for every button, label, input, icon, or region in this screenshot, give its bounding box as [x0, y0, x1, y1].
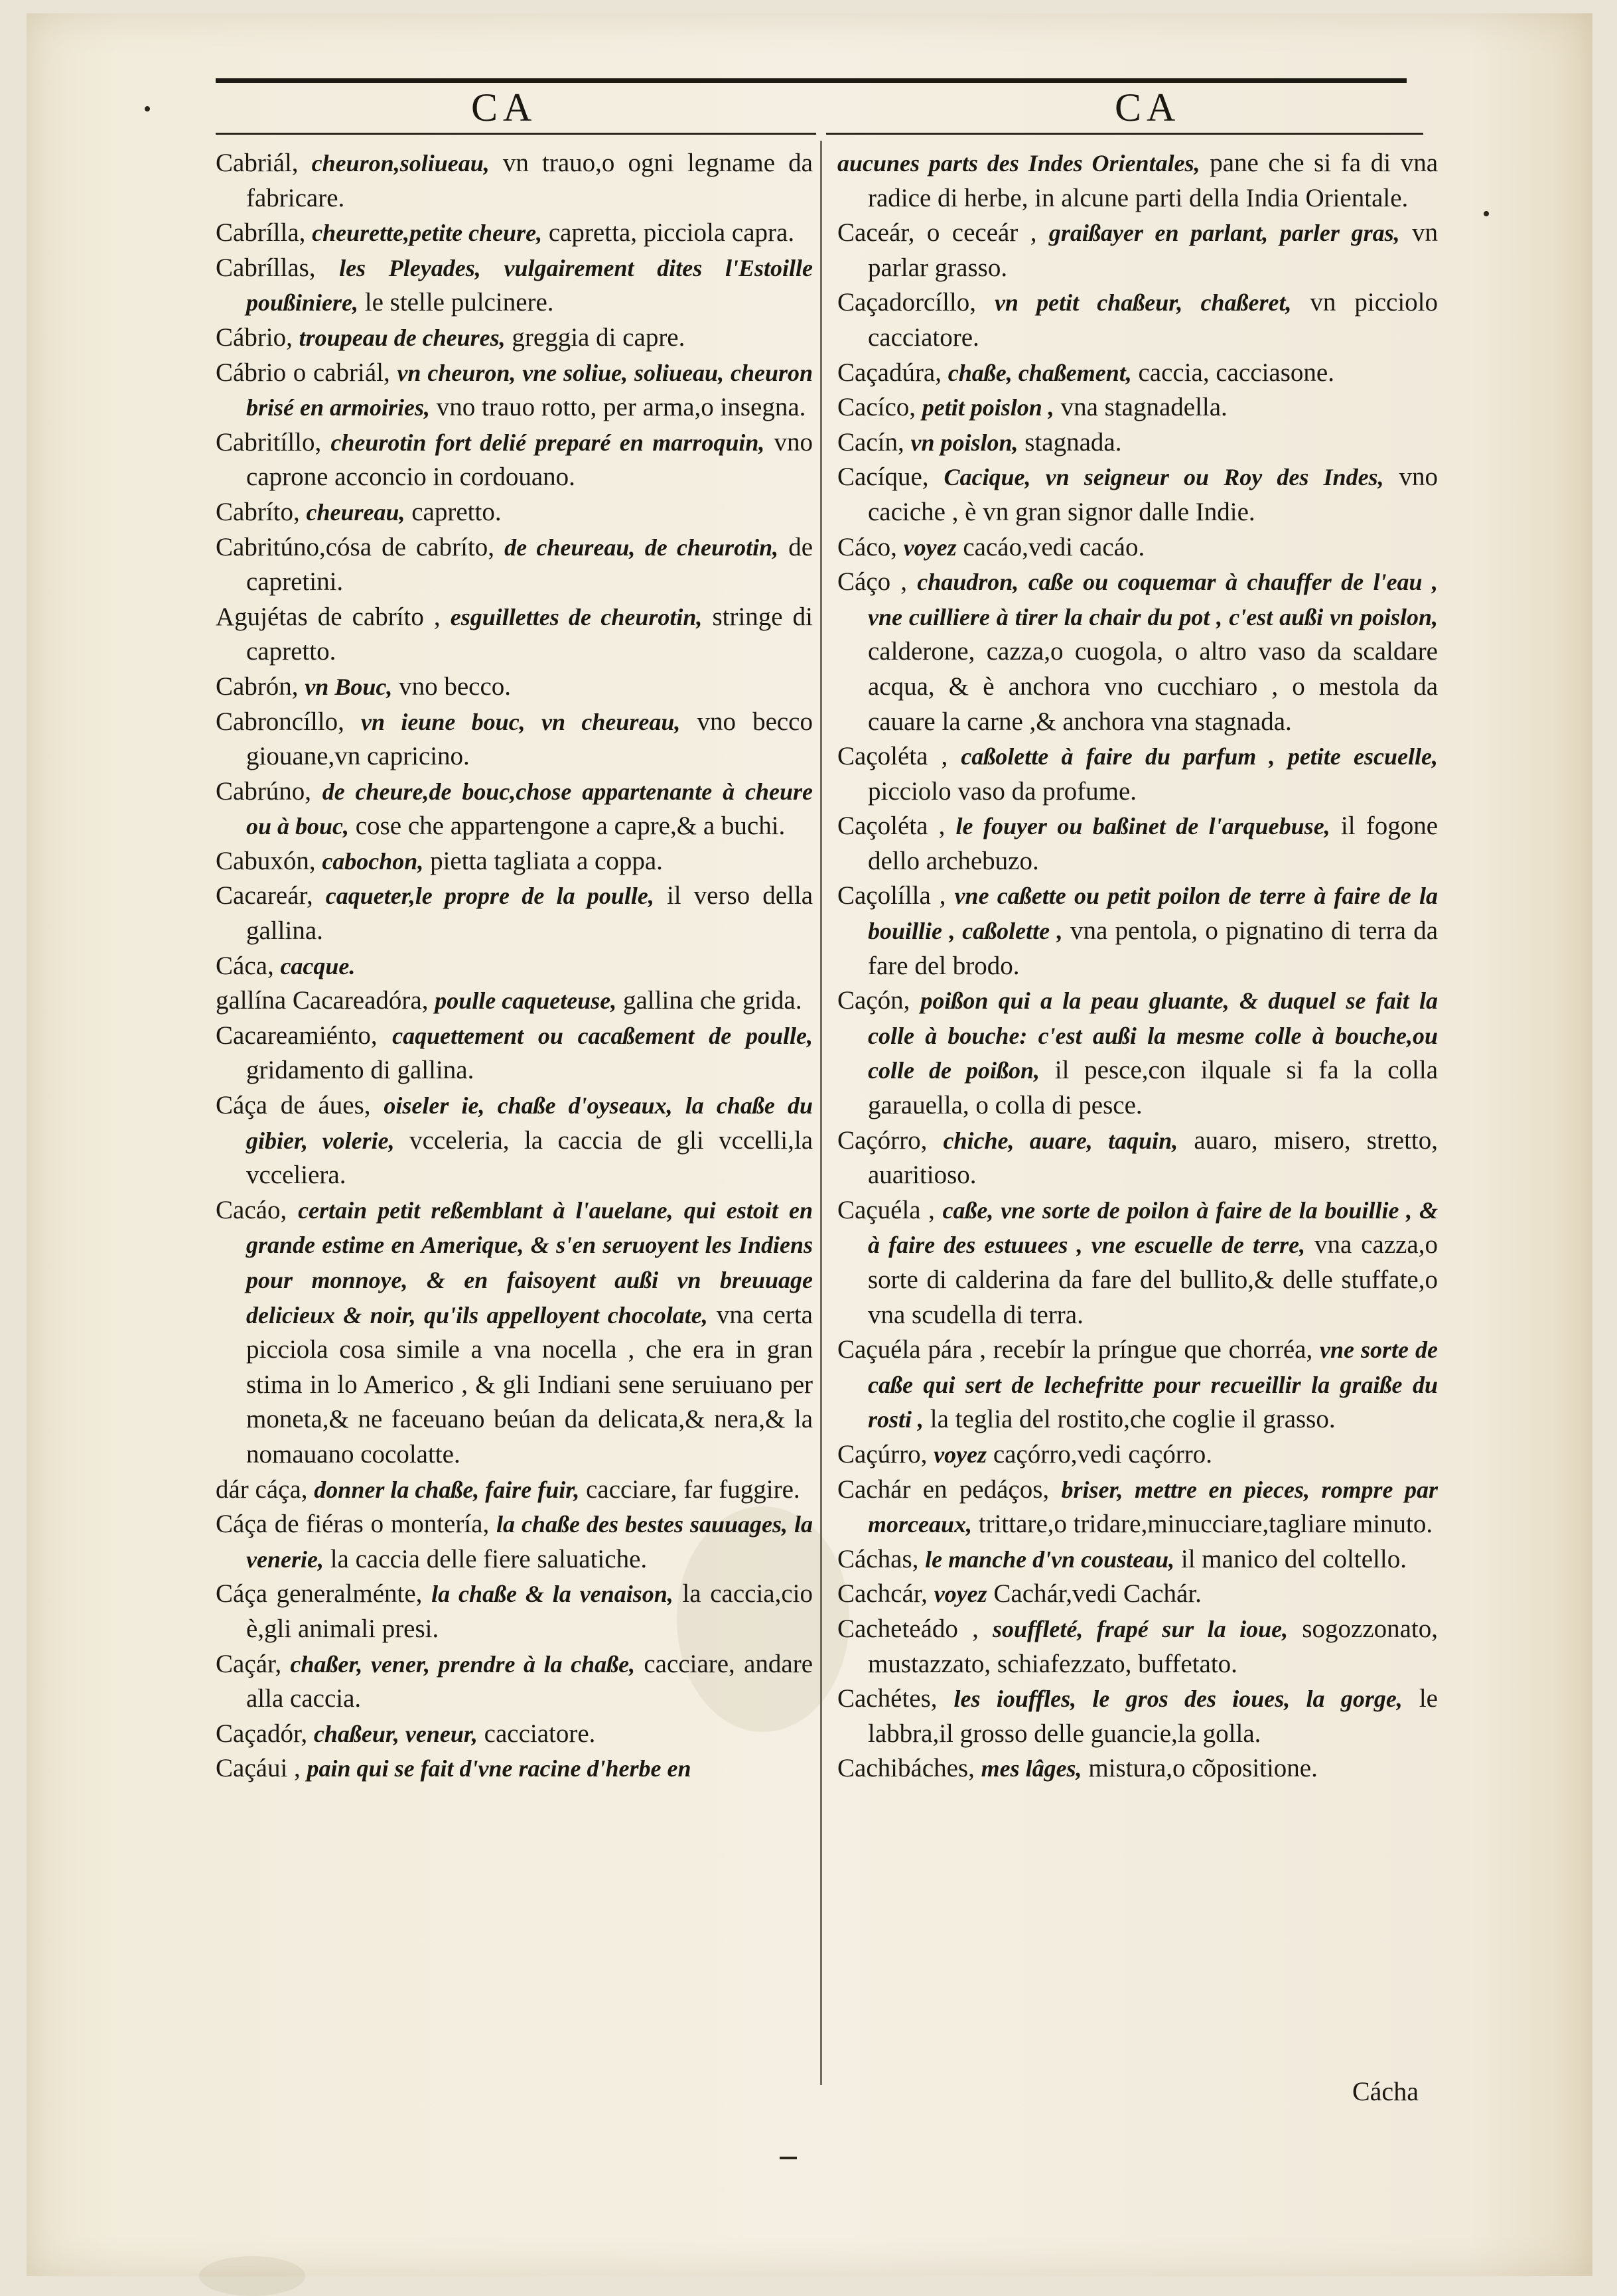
headword: Caçár,: [216, 1649, 282, 1678]
dictionary-entry: [837, 216, 1438, 285]
headword: Cabrílla,: [216, 218, 306, 248]
french-gloss: chaße, chaßement,: [948, 359, 1132, 386]
italian-gloss: de capretini.: [246, 532, 813, 597]
dictionary-entry: [837, 983, 1438, 1123]
page-mark: [780, 2157, 797, 2159]
dictionary-entry: [837, 739, 1438, 809]
headword: Cachár en pedáços,: [837, 1474, 1050, 1504]
headword: Cáço ,: [837, 567, 908, 597]
italian-gloss: cacciare, far fuggire.: [586, 1474, 800, 1504]
italian-gloss: sogozzonato, mustazzato, schiafezzato, buffetato.: [868, 1614, 1439, 1678]
dictionary-entry: [216, 216, 813, 251]
margin-dot: [145, 106, 150, 111]
italian-gloss: auaro, misero, stretto, auaritioso.: [868, 1125, 1439, 1190]
italian-gloss: vn trauo,o ogni legname da fabricare.: [246, 149, 813, 212]
headword: Caçadorcíllo,: [837, 288, 976, 317]
french-gloss: cheurotin fort delié preparé en marroquin,: [330, 429, 765, 456]
french-gloss: voyez: [903, 534, 957, 561]
french-gloss: les iouffles, le gros des ioues, la gorge,: [953, 1686, 1403, 1713]
dictionary-entry: [837, 1472, 1438, 1542]
french-gloss: caquettement ou cacaßement de poulle,: [392, 1022, 813, 1049]
french-gloss: vne sorte de caße qui sert de lechefritte pour recueillir la graiße du rosti ,: [868, 1336, 1438, 1433]
italian-gloss: vno becco.: [399, 672, 512, 701]
column-divider: [820, 141, 822, 2085]
dictionary-entry: [216, 1647, 813, 1717]
italian-gloss: gridamento di gallina.: [246, 1056, 474, 1085]
headword: Cacáo,: [216, 1195, 287, 1224]
italian-gloss: vn picciolo cacciatore.: [868, 288, 1438, 352]
headword: Cabriál,: [216, 149, 299, 177]
french-gloss: cabochon,: [322, 847, 424, 875]
italian-gloss: vn parlar grasso.: [868, 218, 1439, 282]
headword: Cábrio o cabriál,: [216, 358, 390, 387]
dictionary-entry: [216, 146, 813, 216]
headword: Caçolílla ,: [837, 881, 946, 910]
french-gloss: voyez: [934, 1581, 987, 1608]
headword: Caceár, o ceceár ,: [837, 218, 1037, 248]
italian-gloss: il pesce,con ilquale si fa la colla garauella, o colla di pesce.: [868, 1056, 1439, 1120]
dictionary-entry: [216, 670, 813, 705]
headword: Caçadúra,: [837, 358, 942, 387]
headword: Caçadór,: [216, 1719, 308, 1748]
dictionary-entry: [216, 600, 813, 670]
italian-gloss: Cachár,vedi Cachár.: [993, 1579, 1202, 1609]
headword: Caçoléta ,: [837, 812, 946, 841]
french-gloss: vn poislon,: [910, 429, 1019, 456]
headword: Cáça generalménte,: [216, 1579, 423, 1609]
dictionary-entry: [216, 774, 813, 844]
italian-gloss: pane che si fa di vna radice di herbe, in alcune parti della India Orientale.: [868, 149, 1439, 212]
dictionary-entry: [837, 285, 1438, 355]
headword: Cabrón,: [216, 672, 299, 701]
headword: Caçórro,: [837, 1125, 928, 1155]
french-gloss: mes lâges,: [981, 1755, 1082, 1782]
french-gloss: le fouyer ou baßinet de l'arquebuse,: [955, 813, 1330, 840]
french-gloss: poulle caqueteuse,: [435, 987, 617, 1015]
dictionary-entry: [837, 425, 1438, 461]
dictionary-entry: [216, 949, 813, 984]
french-gloss: petit poislon ,: [922, 394, 1054, 421]
french-gloss: souffleté, frapé sur la ioue,: [993, 1615, 1289, 1642]
headword: Cachétes,: [837, 1684, 938, 1713]
french-gloss: la chaße des bestes sauuages, la venerie,: [246, 1511, 813, 1573]
dictionary-entry: [837, 565, 1438, 739]
left-column: [216, 146, 813, 1786]
dictionary-entry: [216, 530, 813, 600]
headword: Agujétas de cabríto ,: [216, 602, 441, 631]
french-gloss: cacque.: [280, 952, 356, 979]
dictionary-entry: [216, 879, 813, 948]
french-gloss: graißayer en parlant, parler gras,: [1048, 220, 1400, 247]
italian-gloss: pietta tagliata a coppa.: [430, 846, 663, 875]
italian-gloss: vna cazza,o sorte di calderina da fare del bullito,& delle stuffate,o vna scudella di terra.: [868, 1230, 1438, 1329]
french-gloss: cheurette,petite cheure,: [312, 220, 543, 247]
headword: Caçuéla ,: [837, 1195, 935, 1224]
french-gloss: vn petit chaßeur, chaßeret,: [994, 289, 1292, 317]
dictionary-entry: [837, 1437, 1438, 1472]
dictionary-entry: [837, 1751, 1438, 1786]
headword: Cacareamiénto,: [216, 1021, 378, 1050]
french-gloss: de cheureau, de cheurotin,: [504, 534, 779, 561]
italian-gloss: la teglia del rostito,che coglie il grasso.: [930, 1405, 1336, 1434]
french-gloss: caßolette à faire du parfum , petite escuelle,: [961, 743, 1439, 770]
italian-gloss: vno caciche , è vn gran signor dalle Indie.: [868, 463, 1439, 526]
italian-gloss: vcceleria, la caccia de gli vccelli,la vcceliera.: [246, 1125, 813, 1190]
italian-gloss: la caccia delle fiere saluatiche.: [330, 1544, 648, 1573]
dictionary-entry: [837, 356, 1438, 391]
headword: Cacareár,: [216, 881, 313, 910]
french-gloss: donner la chaße, faire fuir,: [314, 1476, 580, 1503]
running-header-right: CA: [1115, 86, 1181, 129]
headword: Cabritíllo,: [216, 427, 322, 457]
french-gloss: chaßer, vener, prendre à la chaße,: [290, 1650, 636, 1678]
french-gloss: vn Bouc,: [305, 673, 393, 700]
headword: Cabuxón,: [216, 846, 316, 875]
headword: Cáco,: [837, 532, 897, 561]
french-gloss: caqueter,le propre de la poulle,: [325, 883, 654, 910]
dictionary-entry: [216, 844, 813, 879]
dictionary-entry: [216, 1717, 813, 1752]
dictionary-entry: [837, 460, 1438, 530]
italian-gloss: cacciare, andare alla caccia.: [246, 1649, 813, 1713]
dictionary-entry: [837, 809, 1438, 879]
italian-gloss: mistura,o cõpositione.: [1088, 1754, 1318, 1783]
italian-gloss: capretta, picciola capra.: [548, 218, 795, 248]
italian-gloss: il fogone dello archebuzo.: [868, 812, 1439, 875]
italian-gloss: caçórro,vedi caçórro.: [993, 1439, 1213, 1469]
italian-gloss: picciolo vaso da profume.: [868, 776, 1137, 806]
italian-gloss: vna pentola, o pignatino di terra da fare del brodo.: [868, 916, 1439, 980]
italian-gloss: stagnada.: [1024, 427, 1122, 457]
headword: Cachibáches,: [837, 1754, 975, 1783]
dictionary-entry: [216, 1472, 813, 1508]
headword: Cáça de fiéras o montería,: [216, 1510, 490, 1539]
headword: Cachcár,: [837, 1579, 928, 1609]
dictionary-entry: [216, 705, 813, 774]
headword: Cabroncíllo,: [216, 707, 344, 736]
dictionary-entry: [216, 1577, 813, 1646]
french-gloss: voyez: [934, 1441, 987, 1468]
dictionary-entry: [837, 1542, 1438, 1577]
dictionary-entry: [216, 983, 813, 1019]
french-gloss: chaudron, caße ou coquemar à chauffer de l'eau , vne cuilliere à tirer la chair du pot , c'est außi vn poislon,: [868, 569, 1439, 630]
italian-gloss: le stelle pulcinere.: [364, 288, 554, 317]
italian-gloss: le labbra,il grosso delle guancie,la golla.: [868, 1684, 1438, 1748]
french-gloss: caße, vne sorte de poilon à faire de la bouillie , & à faire des estuuees , vne escuelle de terre,: [868, 1196, 1439, 1259]
french-gloss: poißon qui a la peau gluante, & duquel se fait la colle à bouche: c'est außi la mesme colle à bouche,ou colle de poißon,: [868, 987, 1439, 1084]
dictionary-entry: [837, 1193, 1438, 1332]
headword: Caçuéla pára , recebír la príngue que chorréa,: [837, 1335, 1313, 1364]
headword: Caçúrro,: [837, 1439, 928, 1469]
headword: Cabritúno,cósa de cabríto,: [216, 532, 495, 561]
dictionary-entry: [837, 146, 1438, 216]
italian-gloss: capretto.: [411, 497, 502, 526]
header-rule-right: [826, 133, 1423, 135]
italian-gloss: vna stagnadella.: [1060, 393, 1228, 422]
italian-gloss: cacciatore.: [484, 1719, 596, 1748]
italian-gloss: caccia, cacciasone.: [1138, 358, 1334, 387]
top-rule: [216, 78, 1407, 83]
dictionary-entry: [216, 356, 813, 425]
french-gloss: aucunes parts des Indes Orientales,: [837, 150, 1200, 177]
dictionary-entry: [837, 879, 1438, 983]
italian-gloss: il manico del coltello.: [1180, 1544, 1407, 1573]
french-gloss: certain petit reßemblant à l'auelane, qui estoit en grande estime en Amerique, & s'en seruoyent les Indiens pour monnoye, & en faisoyent außi vn breuuage delicieux & noir, qu'ils appelloyent chocolate,: [246, 1196, 813, 1328]
header-rule-left: [216, 133, 816, 135]
headword: Caçoléta ,: [837, 742, 948, 771]
french-gloss: vn ieune bouc, vn cheureau,: [360, 708, 681, 735]
french-gloss: cheuron,soliueau,: [311, 150, 490, 177]
headword: Cabríllas,: [216, 253, 316, 282]
italian-gloss: vna certa picciola cosa simile a vna nocella , che era in gran stima in lo Americo , & gli Indiani sene seruiuano per moneta,& ne faceuano beúan da delicata,& nera,& la nomauano cocolatte.: [246, 1300, 813, 1469]
dictionary-entry: [216, 1088, 813, 1193]
french-gloss: pain qui se fait d'vne racine d'herbe en: [307, 1755, 691, 1782]
italian-gloss: vno caprone acconcio in cordouano.: [246, 427, 813, 492]
italian-gloss: il verso della gallina.: [246, 881, 813, 946]
dictionary-entry: [837, 1682, 1438, 1751]
french-gloss: briser, mettre en pieces, rompre par morceaux,: [868, 1476, 1439, 1538]
french-gloss: vn cheuron, vne soliue, soliueau, cheuron brisé en armoiries,: [246, 359, 813, 421]
right-column: [837, 146, 1438, 1786]
italian-gloss: calderone, cazza,o cuogola, o altro vaso da scaldare acqua, & è anchora vno cucchiaro , o mestola da cauare la carne ,& anchora vna stagnada.: [868, 637, 1438, 736]
french-gloss: la chaße & la venaison,: [431, 1581, 673, 1608]
headword: Cacíque,: [837, 463, 929, 492]
italian-gloss: cose che appartengone a capre,& a buchi.: [355, 812, 786, 841]
french-gloss: de cheure,de bouc,chose appartenante à cheure ou à bouc,: [246, 778, 813, 840]
french-gloss: les Pleyades, vulgairement dites l'Estoille poußiniere,: [246, 254, 813, 317]
french-gloss: Cacique, vn seigneur ou Roy des Indes,: [944, 464, 1384, 491]
dictionary-entry: [216, 251, 813, 321]
headword: Cáca,: [216, 951, 274, 980]
dictionary-entry: [216, 1751, 813, 1786]
headword: gallína Cacareadóra,: [216, 986, 429, 1015]
french-gloss: esguillettes de cheurotin,: [450, 603, 703, 630]
french-gloss: vne caßette ou petit poilon de terre à faire de la bouillie , caßolette ,: [868, 883, 1438, 945]
italian-gloss: vno becco giouane,vn capricino.: [246, 707, 813, 771]
italian-gloss: cacáo,vedi cacáo.: [963, 532, 1145, 561]
headword: Cabrúno,: [216, 776, 312, 806]
catchword: Cácha: [1352, 2076, 1419, 2106]
dictionary-entry: [216, 1507, 813, 1577]
margin-dot: [1484, 211, 1489, 216]
italian-gloss: la caccia,cio è,gli animali presi.: [246, 1579, 813, 1643]
italian-gloss: vno trauo rotto, per arma,o insegna.: [436, 393, 806, 422]
italian-gloss: stringe di capretto.: [246, 602, 813, 666]
dictionary-entry: [837, 1332, 1438, 1437]
dictionary-entry: [837, 1612, 1438, 1682]
headword: dár cáça,: [216, 1474, 308, 1504]
french-gloss: le manche d'vn cousteau,: [925, 1545, 1175, 1573]
italian-gloss: gallina che grida.: [622, 986, 802, 1015]
italian-gloss: greggia di capre.: [512, 323, 685, 352]
headword: Cacín,: [837, 427, 904, 457]
french-gloss: cheureau,: [306, 498, 405, 526]
dictionary-entry: [216, 425, 813, 495]
dictionary-entry: [216, 321, 813, 356]
headword: Cáchas,: [837, 1544, 919, 1573]
french-gloss: chaßeur, veneur,: [313, 1720, 478, 1747]
dictionary-entry: [837, 390, 1438, 425]
headword: Caçón,: [837, 986, 910, 1015]
headword: Cabríto,: [216, 497, 300, 526]
dictionary-entry: [216, 495, 813, 530]
dictionary-entry: [216, 1193, 813, 1472]
dictionary-entry: [837, 1123, 1438, 1193]
dictionary-entry: [837, 530, 1438, 565]
dictionary-entry: [837, 1577, 1438, 1612]
italian-gloss: trittare,o tridare,minucciare,tagliare minuto.: [978, 1510, 1433, 1539]
headword: Cábrio,: [216, 323, 293, 352]
french-gloss: troupeau de cheures,: [299, 324, 506, 351]
headword: Cáça de áues,: [216, 1091, 371, 1120]
french-gloss: oiseler ie, chaße d'oyseaux, la chaße du gibier, volerie,: [246, 1092, 813, 1154]
french-gloss: chiche, auare, taquin,: [943, 1127, 1178, 1154]
running-header-left: CA: [471, 86, 537, 129]
headword: Cacheteádo ,: [837, 1614, 979, 1643]
dictionary-entry: [216, 1019, 813, 1088]
headword: Caçáui ,: [216, 1754, 301, 1783]
headword: Cacíco,: [837, 393, 916, 422]
